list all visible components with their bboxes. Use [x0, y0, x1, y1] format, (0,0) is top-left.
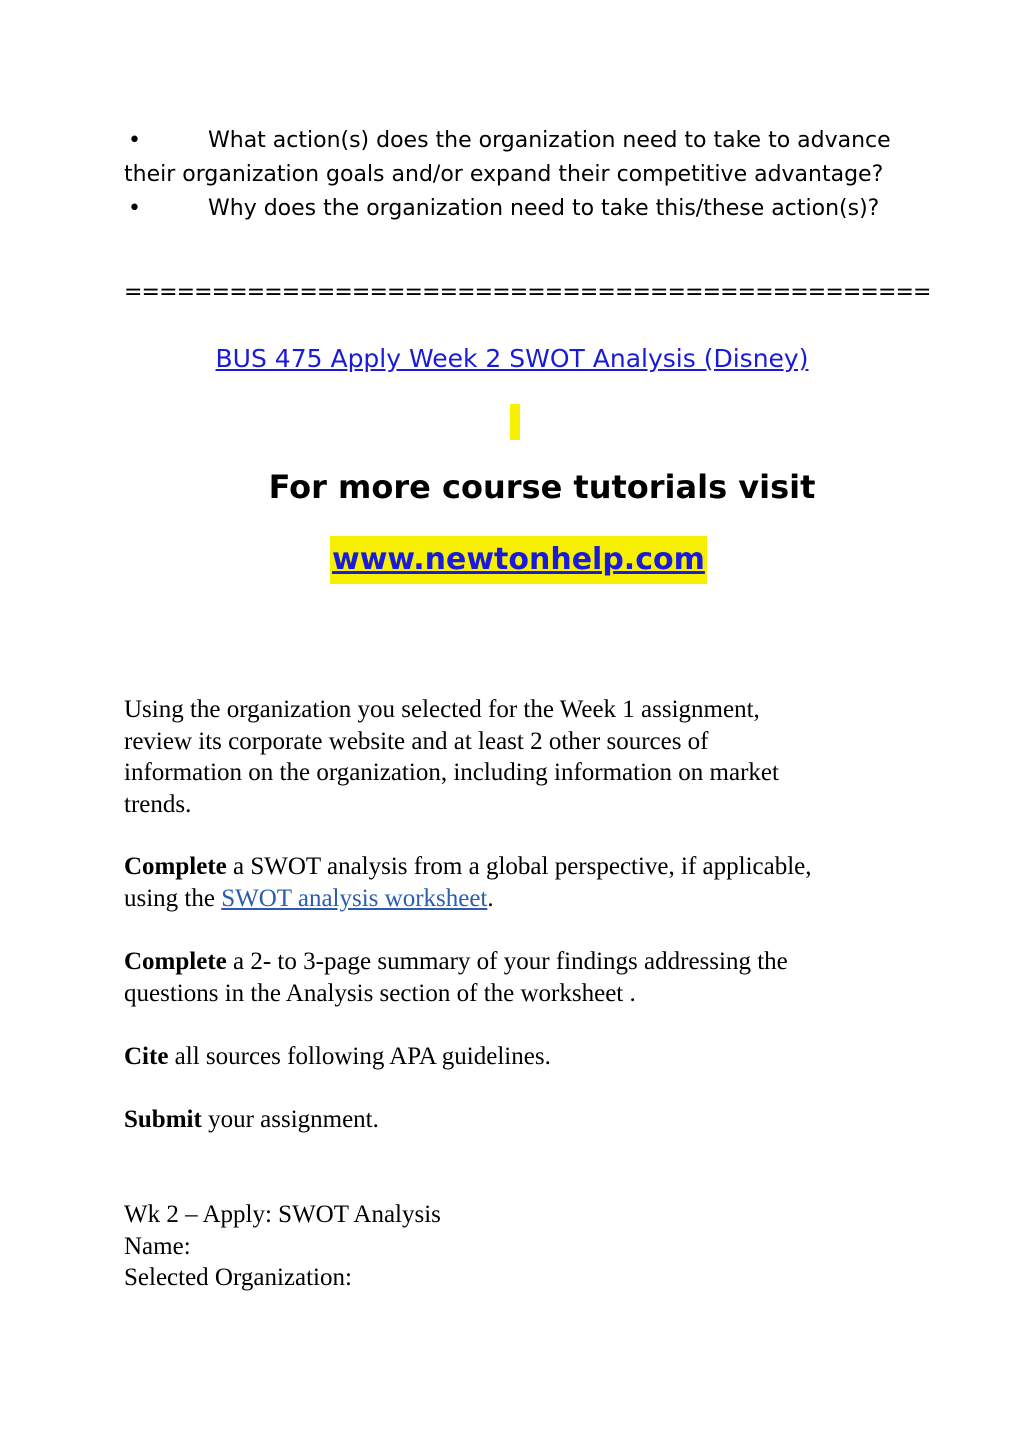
intro-paragraph: [124, 694, 779, 820]
organization-label: Selected Organization:: [124, 1264, 352, 1291]
complete-swot-post: .: [487, 884, 494, 912]
instruction-cite: [124, 1041, 551, 1073]
website-highlight: [330, 536, 707, 584]
promo-heading: For more course tutorials visit: [268, 468, 816, 506]
submit-keyword: Submit: [124, 1106, 202, 1133]
instruction-submit: [124, 1104, 379, 1136]
complete-keyword: Complete: [124, 948, 227, 975]
complete-summary-text: a 2- to 3-page summary of your findings addressing the: [226, 948, 788, 975]
course-title-link[interactable]: BUS 475 Apply Week 2 SWOT Analysis (Disney): [215, 344, 809, 373]
bullet-icon: •: [128, 196, 141, 221]
question-1-line-1: What action(s) does the organization need to take to advance: [208, 128, 891, 153]
website-link[interactable]: www.newtonhelp.com: [332, 542, 705, 577]
intro-line-2: review its corporate website and at least 2 other sources of: [124, 727, 709, 755]
cite-text: all sources following APA guidelines.: [168, 1043, 551, 1070]
swot-worksheet-link[interactable]: SWOT analysis worksheet: [221, 884, 488, 912]
cite-keyword: Cite: [124, 1043, 169, 1070]
highlight-mark: [510, 404, 520, 440]
complete-swot-text: a SWOT analysis from a global perspective, if applicable,: [226, 853, 812, 880]
complete-swot-pre: using the: [124, 884, 222, 912]
instruction-complete-swot: [124, 851, 812, 914]
intro-line-1: Using the organization you selected for the Week 1 assignment,: [124, 696, 760, 723]
name-label: Name:: [124, 1232, 191, 1260]
submit-text: your assignment.: [201, 1106, 379, 1133]
intro-line-4: trends.: [124, 790, 192, 818]
complete-summary-line-2: questions in the Analysis section of the worksheet .: [124, 979, 636, 1007]
separator: ==============================================: [124, 280, 931, 305]
intro-line-3: information on the organization, including information on market: [124, 759, 779, 786]
worksheet-title: Wk 2 – Apply: SWOT Analysis: [124, 1201, 441, 1228]
question-2-text: Why does the organization need to take this/these action(s)?: [208, 196, 880, 221]
question-1-line-2: their organization goals and/or expand their competitive advantage?: [124, 162, 884, 187]
instruction-complete-summary: [124, 946, 788, 1009]
complete-keyword: Complete: [124, 853, 227, 880]
worksheet-header: [124, 1199, 441, 1294]
bullet-icon: •: [128, 128, 141, 153]
